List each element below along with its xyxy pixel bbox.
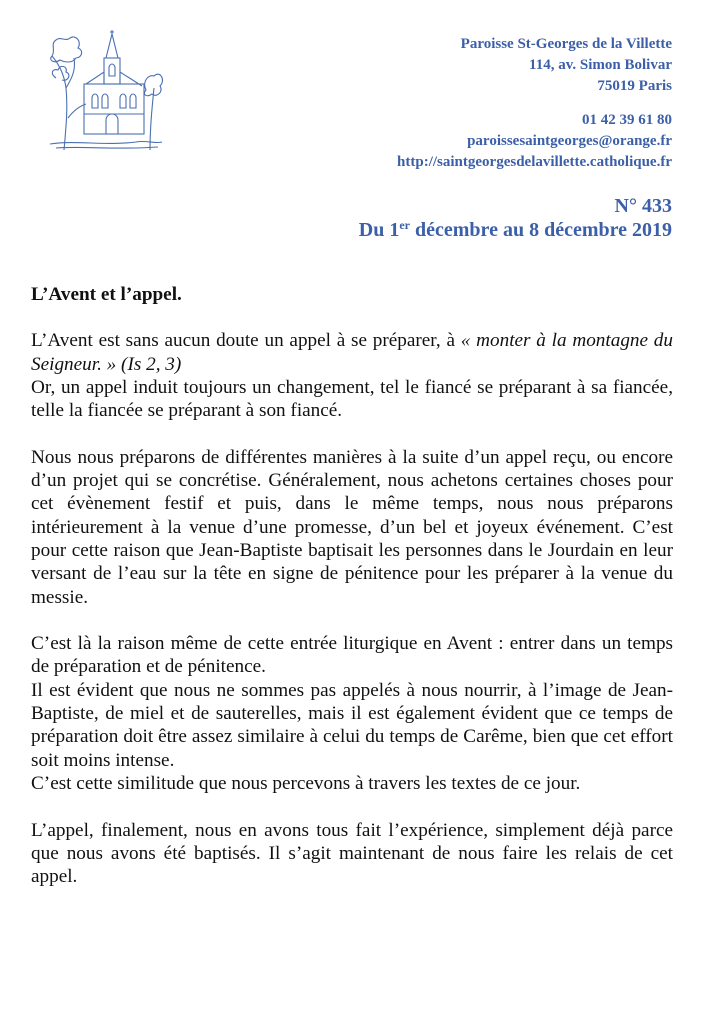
article-paragraph-2: Nous nous préparons de différentes manières à la suite d’un appel reçu, ou encore d’un projet qui se concrétise. Généralement, nous achetons certaines choses pour cet évènement festif et puis, dans le même temps, nous nous préparons intérieurement à la venue d’une promesse, d’un bel et joyeux événement. C’est pour cette raison que Jean-Baptiste baptisait les personnes dans le Jourdain en leur versant de l’eau sur la tête en signe de pénitence pour les préparer à la venue du messie. — [31, 446, 673, 608]
article-paragraph-3 — [31, 632, 673, 795]
paragraph-1-quote: « monter à la montagne du Seigneur. » (Is 2, 3) — [31, 330, 673, 375]
paragraph-1-intro: L’Avent est sans aucun doute un appel à se préparer, à — [31, 330, 461, 352]
parish-city: 75019 Paris — [597, 78, 672, 94]
paragraph-3-line-1: C’est là la raison même de cette entrée liturgique en Avent : entrer dans un temps de préparation et de pénitence. — [31, 633, 673, 678]
article-title: L’Avent et l’appel. — [31, 284, 182, 305]
article-paragraph-1 — [31, 329, 673, 422]
parish-email[interactable]: paroissesaintgeorges@orange.fr — [467, 133, 672, 149]
issue-date — [359, 218, 672, 242]
parish-website[interactable]: http://saintgeorgesdelavillette.catholique.fr — [397, 154, 672, 170]
parish-phone: 01 42 39 61 80 — [582, 112, 672, 128]
paragraph-3-line-2: Il est évident que nous ne sommes pas appelés à nous nourrir, à l’image de Jean-Baptiste, de miel et de sauterelles, mais il est également évident que ce temps de préparation doit être assez similaire à celui du temps de Carême, bien que cet effort soit moins intense. — [31, 679, 673, 771]
parish-contact-block — [397, 34, 672, 173]
paragraph-1-line-2: Or, un appel induit toujours un changement, tel le fiancé se préparant à sa fiancée, telle la fiancée se préparant à son fiancé. — [31, 376, 673, 422]
issue-date-prefix: Du 1 — [358, 219, 400, 241]
issue-date-sup: er — [399, 218, 411, 232]
article — [31, 283, 673, 912]
issue-date-rest: décembre au 8 décembre 2019 — [410, 219, 672, 241]
issue-number: N° 433 — [614, 195, 672, 217]
parish-name: Paroisse St-Georges de la Villette — [460, 36, 672, 52]
issue-block — [359, 194, 672, 242]
article-paragraph-4: L’appel, finalement, nous en avons tous fait l’expérience, simplement déjà parce que nous avons été baptisés. Il s’agit maintenant de nous faire les relais de cet appel. — [31, 819, 673, 888]
parish-address: 114, av. Simon Bolivar — [529, 57, 672, 73]
paragraph-3-line-3: C’est cette similitude que nous percevons à travers les textes de ce jour. — [31, 772, 581, 794]
church-logo-drawing — [46, 28, 164, 152]
